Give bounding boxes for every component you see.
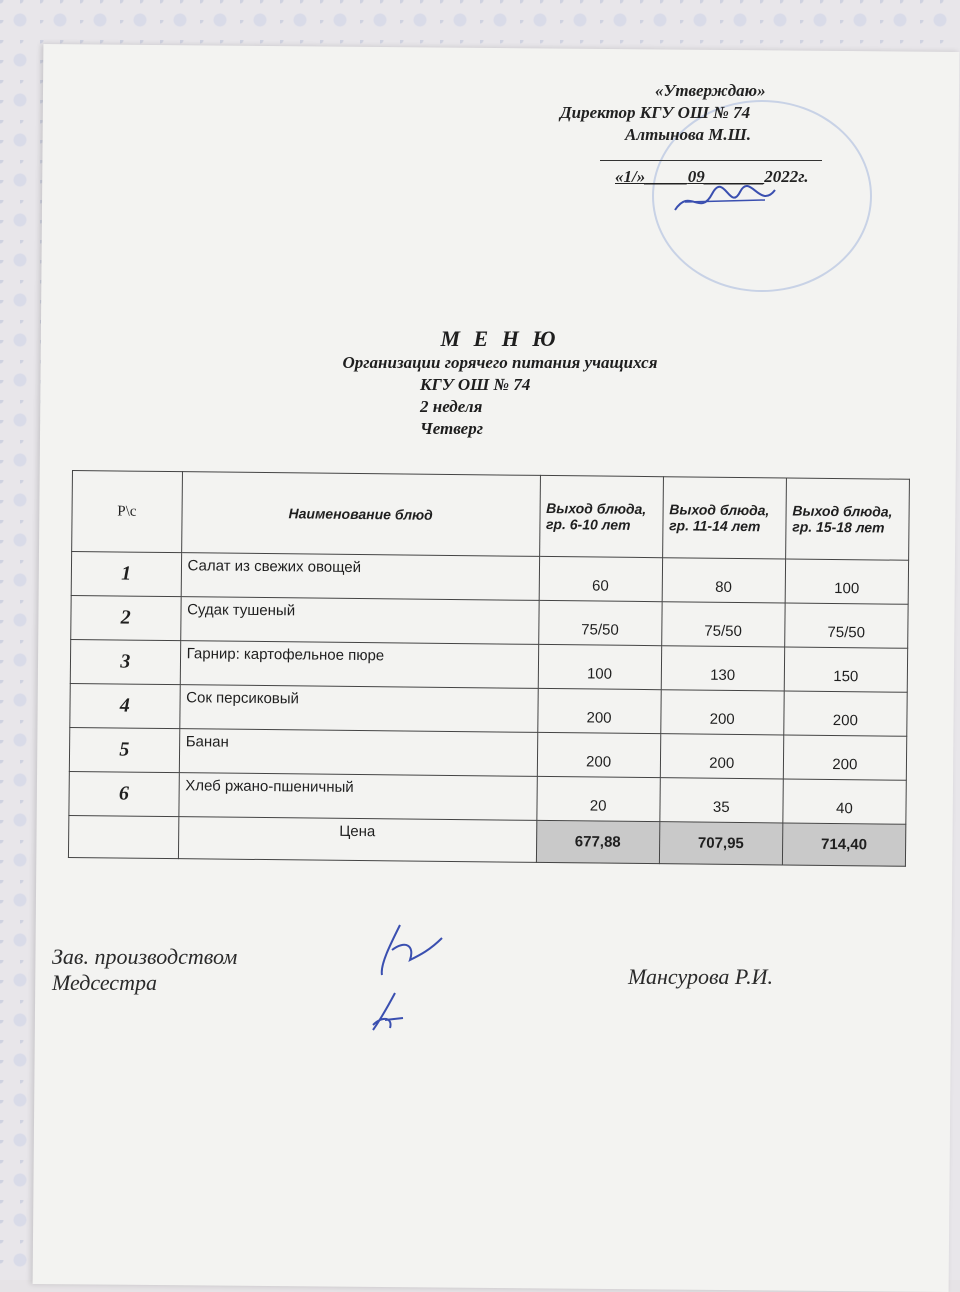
dish-name: Сок персиковый xyxy=(179,685,537,733)
portion-11-14: 130 xyxy=(661,646,785,691)
portion-6-10: 75/50 xyxy=(538,600,662,645)
approval-date-year: 2022г. xyxy=(764,167,809,186)
row-number: 2 xyxy=(71,595,181,640)
week-label: 2 неделя xyxy=(420,397,483,416)
row-number: 6 xyxy=(69,771,179,816)
portion-15-18: 200 xyxy=(784,691,908,736)
dish-name: Хлеб ржано-пшеничный xyxy=(178,773,536,821)
price-empty-cell xyxy=(68,815,178,858)
portion-15-18: 75/50 xyxy=(785,603,909,648)
price-row xyxy=(68,815,905,866)
dish-name: Судак тушеный xyxy=(180,597,538,645)
price-15-18: 714,40 xyxy=(782,823,906,866)
header-group-6-10: Выход блюда, гр. 6-10 лет xyxy=(539,475,663,557)
row-number: 5 xyxy=(69,727,179,772)
approval-director-name: Алтынова М.Ш. xyxy=(625,125,752,144)
school-name: КГУ ОШ № 74 xyxy=(420,375,531,394)
portion-6-10: 100 xyxy=(538,644,662,689)
row-number: 1 xyxy=(71,552,181,597)
approval-heading: «Утверждаю» xyxy=(655,81,766,100)
portion-6-10: 60 xyxy=(539,556,663,601)
table-header-row xyxy=(72,471,910,561)
portion-15-18: 200 xyxy=(783,735,907,780)
price-11-14: 707,95 xyxy=(659,822,783,865)
dish-name: Гарнир: картофельное пюре xyxy=(180,641,538,689)
menu-heading xyxy=(280,326,720,440)
portion-11-14: 200 xyxy=(660,690,784,735)
portion-11-14: 75/50 xyxy=(661,602,785,647)
header-group-11-14: Выход блюда, гр. 11-14 лет xyxy=(662,477,786,559)
nurse-label: Медсестра xyxy=(52,970,157,995)
portion-15-18: 100 xyxy=(785,559,909,604)
approval-position: Директор КГУ ОШ № 74 xyxy=(560,103,751,122)
price-label: Цена xyxy=(178,817,536,863)
header-group-15-18: Выход блюда, гр. 15-18 лет xyxy=(785,478,909,560)
director-signature xyxy=(670,182,780,222)
dish-name: Салат из свежих овощей xyxy=(181,553,539,601)
signatory-name: Мансурова Р.И. xyxy=(628,964,774,989)
row-number: 3 xyxy=(70,639,180,684)
menu-table xyxy=(68,470,910,867)
portion-6-10: 200 xyxy=(537,732,661,777)
header-dish-name: Наименование блюд xyxy=(181,472,540,557)
row-number: 4 xyxy=(70,683,180,728)
page-title: М Е Н Ю xyxy=(440,326,560,351)
signature-line xyxy=(600,160,822,161)
portion-11-14: 80 xyxy=(662,558,786,603)
menu-subtitle: Организации горячего питания учащихся xyxy=(342,353,658,372)
production-head-label: Зав. производством xyxy=(52,944,238,969)
approval-date-day: «1/» xyxy=(615,167,646,186)
production-head-signature xyxy=(370,920,450,980)
portion-11-14: 200 xyxy=(660,734,784,779)
portion-15-18: 150 xyxy=(784,647,908,692)
approval-date: «1/»_____09_______2022г. xyxy=(615,167,809,186)
portion-6-10: 200 xyxy=(537,688,661,733)
nurse-signature xyxy=(365,990,415,1035)
price-6-10: 677,88 xyxy=(536,820,660,863)
day-label: Четверг xyxy=(420,419,483,438)
portion-11-14: 35 xyxy=(660,778,784,823)
portion-15-18: 40 xyxy=(783,779,907,824)
approval-date-month: 09 xyxy=(687,167,705,186)
dish-name: Банан xyxy=(179,729,537,777)
portion-6-10: 20 xyxy=(536,776,660,821)
header-num: Р\с xyxy=(72,471,182,553)
